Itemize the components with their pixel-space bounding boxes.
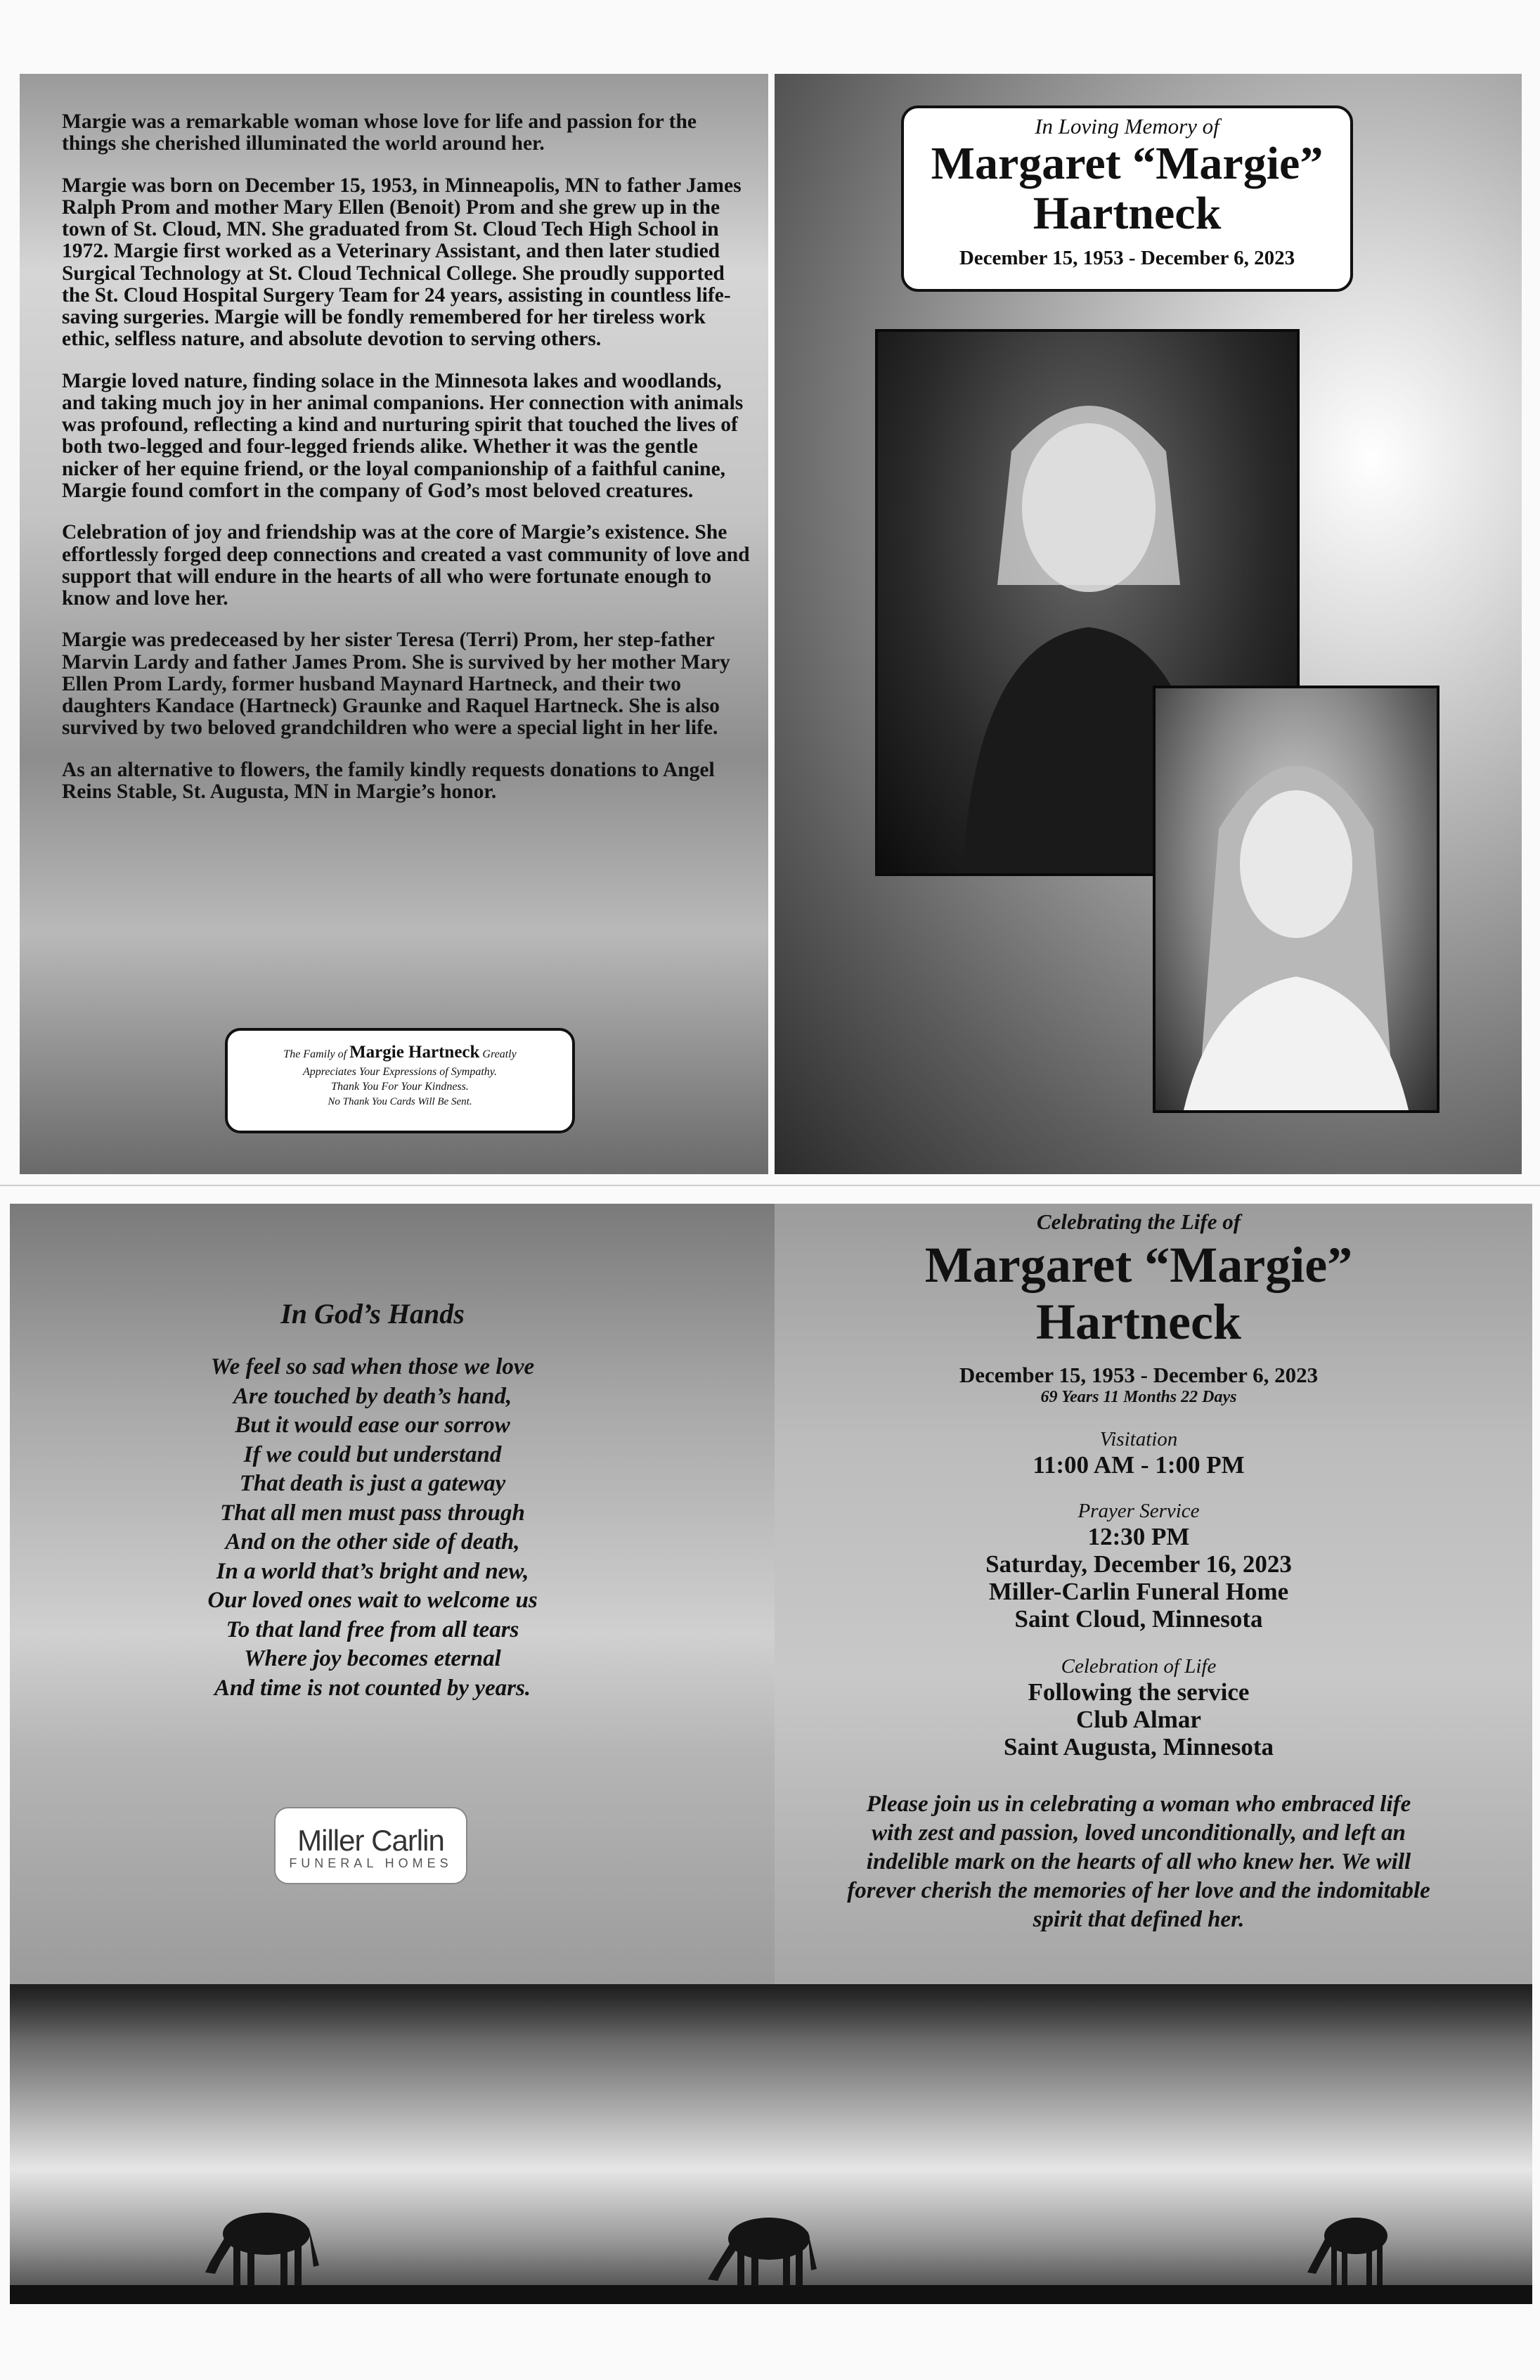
ack-suffix: Greatly <box>482 1048 517 1060</box>
portrait-photo-young <box>1153 686 1439 1113</box>
obituary-paragraph: Margie was a remarkable woman whose love for life and passion for the things she cherished illuminated the world around her. <box>62 110 697 155</box>
logo-name: Miller Carlin <box>297 1824 444 1857</box>
celebration-label: Celebration of Life <box>1061 1654 1217 1678</box>
visitation-time: 11:00 AM - 1:00 PM <box>1033 1450 1245 1479</box>
prayer-service-city: Saint Cloud, Minnesota <box>1014 1604 1263 1633</box>
horses-silhouette <box>10 1984 1532 2304</box>
prayer-service-date: Saturday, December 16, 2023 <box>985 1550 1292 1578</box>
poem-line: In a world that’s bright and new, <box>216 1558 529 1584</box>
memorial-name-line-1: Margaret “Margie” <box>931 138 1324 189</box>
poem-title: In God’s Hands <box>280 1298 465 1330</box>
poem <box>91 1297 654 1703</box>
service-details <box>843 1209 1434 1934</box>
closing-paragraph: Please join us in celebrating a woman who embraced life with zest and passion, loved unconditionally, and left an indelible mark on the hearts of all who knew her. We will forever cherish the memories of her love and the indomitable spirit that defined her. <box>847 1791 1430 1932</box>
horse-middle <box>708 2218 817 2286</box>
memorial-name-line-2: Hartneck <box>1033 187 1222 239</box>
celebration-line-2: Club Almar <box>1076 1705 1201 1733</box>
memorial-title-box <box>901 105 1353 292</box>
portrait-young-silhouette <box>1156 688 1437 1110</box>
obituary-text <box>62 111 754 823</box>
celebration-line-1: Following the service <box>1028 1678 1250 1706</box>
ack-line-3: Thank You For Your Kindness. <box>331 1081 469 1093</box>
ack-line-1 <box>228 1041 572 1064</box>
celebration-line-3: Saint Augusta, Minnesota <box>1003 1732 1274 1761</box>
obituary-paragraph: Margie was born on December 15, 1953, in Minneapolis, MN to father James Ralph Prom and mother Mary Ellen (Benoit) Prom and she grew up in the town of St. Cloud, MN. She graduated from St. Cloud Tech High School in 1972. Margie first worked as a Veterinary Assistant, and then later studied Surgical Technology at St. Cloud Technical College. She proudly supported the St. Cloud Hospital Surgery Team for 24 years, assisting in countless life-saving surgeries. Margie will be fondly remembered for her tireless work ethic, selfless nature, and absolute devotion to serving others. <box>62 174 742 351</box>
ack-line-2: Appreciates Your Expressions of Sympathy. <box>303 1065 497 1078</box>
poem-line: And on the other side of death, <box>225 1529 520 1555</box>
obituary-paragraph: Margie was predeceased by her sister Teresa (Terri) Prom, her step-father Marvin Lardy and father James Prom. She is survived by her mother Mary Ellen Prom Lardy, former husband Maynard Hartneck, and their two daughters Kandace (Hartneck) Graunke and Raquel Hartneck. She is also survived by two beloved grandchildren who were a special light in her life. <box>62 629 730 740</box>
visitation-label: Visitation <box>1099 1427 1178 1450</box>
poem-line: But it would ease our sorrow <box>235 1413 510 1438</box>
poem-line: Are touched by death’s hand, <box>233 1383 512 1409</box>
family-acknowledgement-box <box>225 1028 575 1133</box>
obituary-paragraph: As an alternative to flowers, the family kindly requests donations to Angel Reins Stable, St. Augusta, MN in Margie’s honor. <box>62 758 715 803</box>
poem-line: That death is just a gateway <box>239 1471 506 1496</box>
obituary-paragraph: Celebration of joy and friendship was at the core of Margie’s existence. She effortlessly forged deep connections and created a vast community of love and support that will endure in the hearts of all who were fortunate enough to know and love her. <box>62 521 750 610</box>
obituary-paragraph: Margie loved nature, finding solace in the Minnesota lakes and woodlands, and taking much joy in her animal companions. Her connection with animals was profound, reflecting a kind and nurturing spirit that touched the lives of both two-legged and four-legged friends alike. Whether it was the gentle nicker of her equine friend, or the loyal companionship of a faithful canine, Margie found comfort in the company of God’s most beloved creatures. <box>62 369 744 502</box>
prayer-service-label: Prayer Service <box>1078 1499 1200 1522</box>
poem-line: Where joy becomes eternal <box>244 1646 501 1671</box>
funeral-home-logo <box>274 1807 467 1884</box>
horses-sunset-image <box>10 1984 1532 2304</box>
poem-line: That all men must pass through <box>220 1500 525 1526</box>
prayer-service-time: 12:30 PM <box>1087 1522 1190 1550</box>
service-dates: December 15, 1953 - December 6, 2023 <box>959 1362 1319 1387</box>
service-name-line-2: Hartneck <box>1036 1293 1241 1350</box>
memorial-heading: In Loving Memory of <box>1035 114 1219 139</box>
poem-line: And time is not counted by years. <box>214 1675 531 1701</box>
horse-left <box>205 2213 319 2286</box>
fold-line <box>0 1185 1540 1186</box>
prayer-service-place: Miller-Carlin Funeral Home <box>988 1577 1289 1605</box>
poem-line: If we could but understand <box>243 1441 502 1467</box>
ack-name: Margie Hartneck <box>349 1043 480 1062</box>
service-heading: Celebrating the Life of <box>1036 1209 1241 1234</box>
memorial-dates: December 15, 1953 - December 6, 2023 <box>959 247 1295 270</box>
logo-tagline: FUNERAL HOMES <box>289 1856 453 1870</box>
poem-line: We feel so sad when those we love <box>210 1354 535 1379</box>
ack-prefix: The Family of <box>283 1048 347 1060</box>
poem-line: Our loved ones wait to welcome us <box>207 1588 538 1613</box>
horse-right <box>1307 2218 1387 2285</box>
service-name-line-1: Margaret “Margie” <box>924 1237 1353 1293</box>
ack-line-4: No Thank You Cards Will Be Sent. <box>328 1095 472 1107</box>
poem-line: To that land free from all tears <box>226 1616 519 1642</box>
service-age: 69 Years 11 Months 22 Days <box>1040 1387 1237 1406</box>
